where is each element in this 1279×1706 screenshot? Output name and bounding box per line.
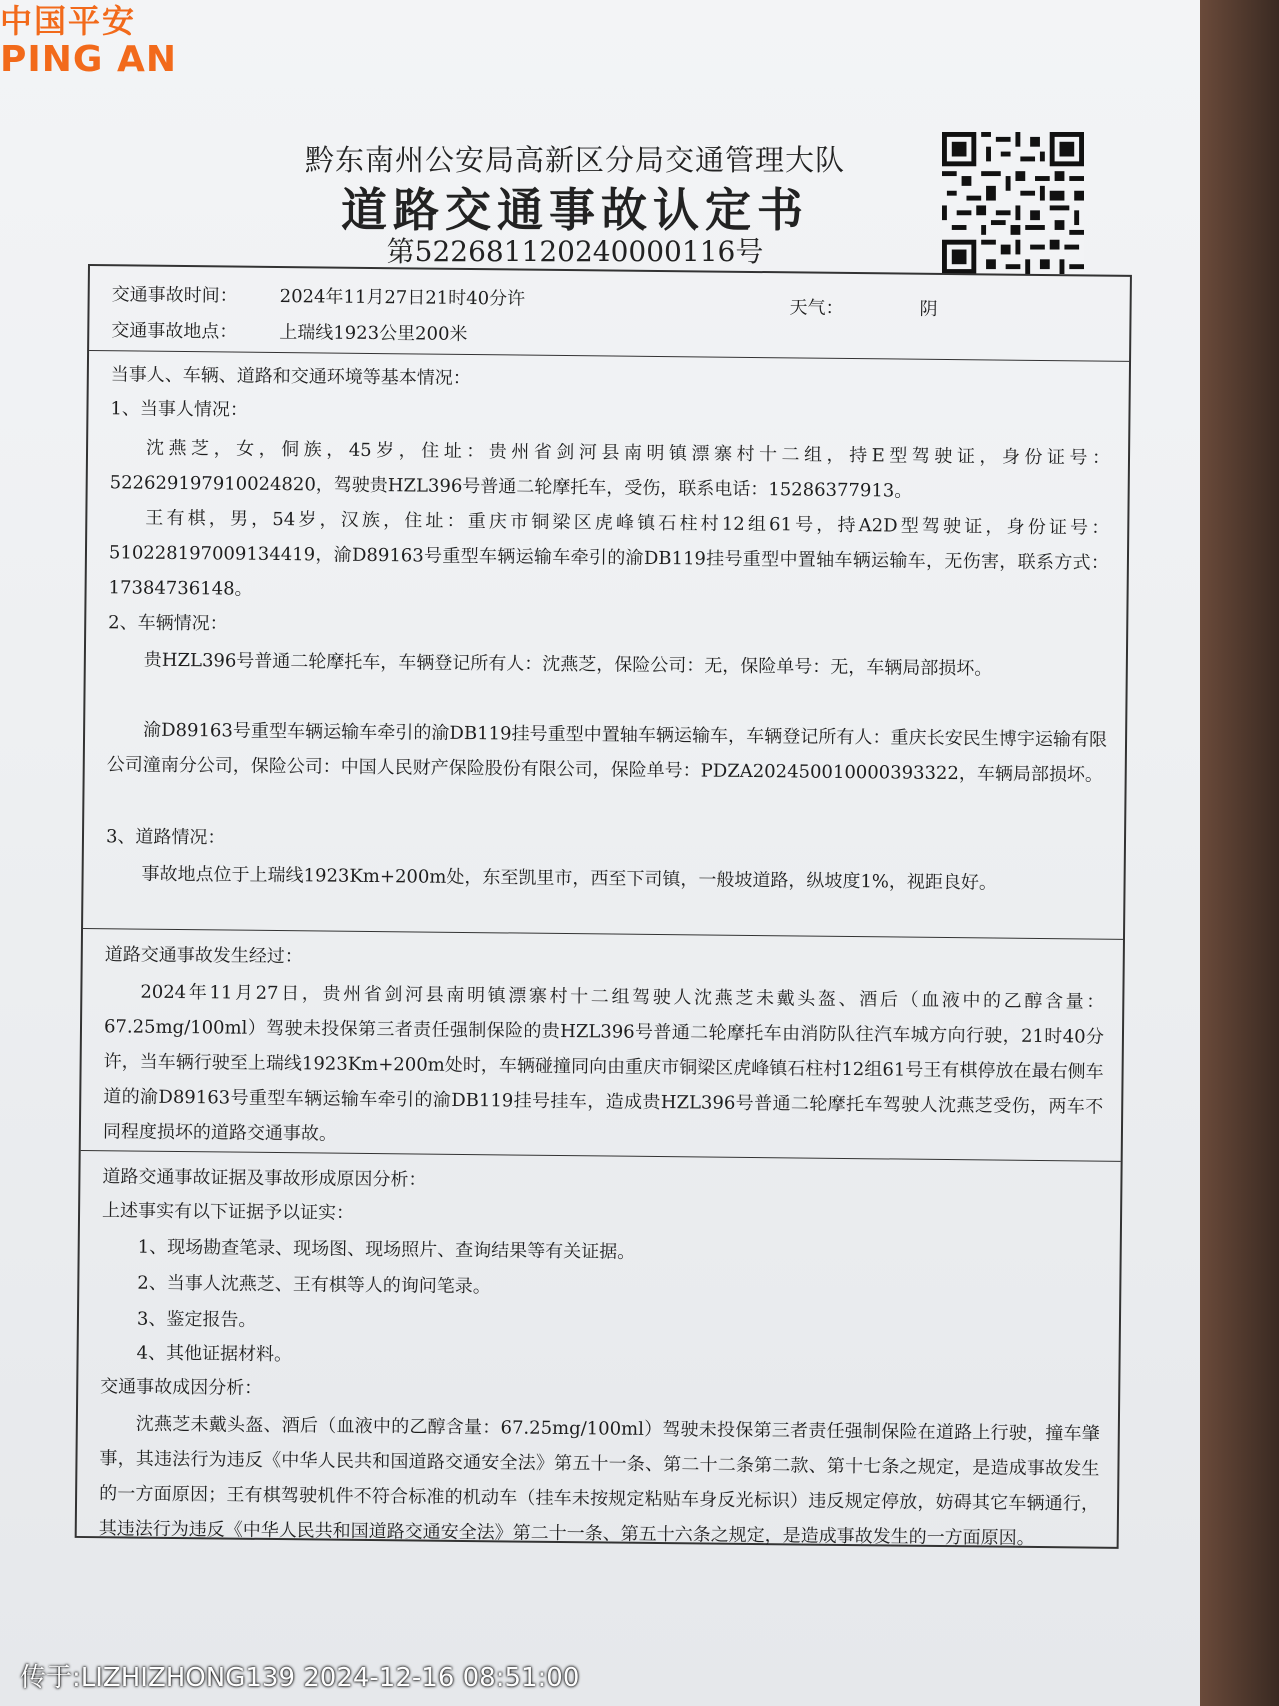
table-edge (1200, 0, 1279, 1706)
road-info: 事故地点位于上瑞线1923Km+200m处，东至凯里市，西至下司镇，一般坡道路，纵坡度1%，视距良好。 (141, 863, 998, 894)
cause-heading: 交通事故成因分析： (100, 1376, 263, 1399)
accident-report-form (75, 264, 1132, 1549)
evidence-item-4: 4、其他证据材料。 (136, 1342, 293, 1366)
divider-line (83, 928, 1123, 940)
road-heading: 3、道路情况： (105, 826, 226, 849)
evidence-item-2: 2、当事人沈燕芝、王有棋等人的询问笔录。 (137, 1272, 491, 1298)
accident-place-value: 上瑞线1923公里200米 (279, 322, 468, 345)
weather-value: 阴 (919, 298, 938, 320)
accident-time-label: 交通事故时间： (111, 284, 238, 307)
evidence-item-3: 3、鉴定报告。 (136, 1308, 257, 1331)
divider-line (89, 350, 1129, 362)
vehicle1-info: 贵HZL396号普通二轮摩托车，车辆登记所有人：沈燕芝，保险公司：无，保险单号：无，车辆局部损坏。 (143, 649, 993, 680)
cause-text: 沈燕芝未戴头盔、酒后（血液中的乙醇含量：67.25mg/100ml）驾驶未投保第三者责任强制保险在道路上行驶，撞车肇事，其违法行为违反《中华人民共和国道路交通安全法》第五十一条、第二十二条第二款、第十七条之规定，是造成事故发生的一方面原因；王有棋驾驶机件不符合标准的机动车（挂车未按规定粘贴车身反光标识）违反规定停放，妨碍其它车辆通行，其违法行为违反《中华人民共和国道路交通安全法》第二十一条、第五十六条之规定，是造成事故发生的一方面原因。 (98, 1413, 1100, 1549)
vehicles-heading: 2、车辆情况： (108, 612, 228, 635)
document-number: 第522681120240000116号 (386, 235, 764, 268)
transmission-watermark: 传于:LIZHIZHONG139 2024-12-16 08:51:00 (20, 1663, 580, 1693)
pingan-logo (0, 2, 177, 80)
logo-cn: 中国平安 (0, 2, 137, 40)
logo-en: PING AN (0, 39, 177, 80)
accident-time-value: 2024年11月27日21时40分许 (279, 286, 526, 310)
evidence-intro: 上述事实有以下证据予以证实： (101, 1200, 355, 1224)
basic-info-heading: 当事人、车辆、道路和交通环境等基本情况： (110, 364, 471, 390)
accident-place-label: 交通事故地点： (111, 320, 238, 343)
qr-code-icon (938, 132, 1088, 274)
evidence-heading: 道路交通事故证据及事故形成原因分析： (102, 1166, 427, 1191)
party1-info: 沈燕芝，女，侗族，45岁，住址：贵州省剑河县南明镇漂寨村十二组，持E型驾驶证，身份证号：522629197910024820，驾驶贵HZL396号普通二轮摩托车，受伤，联系电话：15286377913。 (109, 437, 1111, 502)
parties-heading: 1、当事人情况： (110, 398, 249, 421)
evidence-item-1: 1、现场勘查笔录、现场图、现场照片、查询结果等有关证据。 (137, 1236, 636, 1263)
process-text: 2024年11月27日，贵州省剑河县南明镇漂寨村十二组驾驶人沈燕芝未戴头盔、酒后（血液中的乙醇含量：67.25mg/100ml）驾驶未投保第三者责任强制保险的贵HZL396号普通二轮摩托车由消防队往汽车城方向行驶，21时40分许，当车辆行驶至上瑞线1923Km+200m处时，车辆碰撞同向由重庆市铜梁区虎峰镇石柱村12组61号王有棋停放在最右侧车道的渝D89163号重型车辆运输车牵引的渝DB119挂号挂车，造成贵HZL396号普通二轮摩托车驾驶人沈燕芝受伤，两车不同程度损坏的道路交通事故。 (102, 981, 1105, 1145)
document-title: 道路交通事故认定书 (341, 183, 809, 237)
party2-info: 王有棋，男，54岁，汉族，住址：重庆市铜梁区虎峰镇石柱村12组61号，持A2D型驾驶证，身份证号：510228197009134419，渝D89163号重型车辆运输车牵引的渝DB119挂号重型中置轴车辆运输车，无伤害，联系方式：17384736148。 (108, 507, 1110, 600)
weather-label: 天气： (789, 297, 844, 319)
process-heading: 道路交通事故发生经过： (104, 944, 303, 968)
issuing-organization: 黔东南州公安局高新区分局交通管理大队 (304, 143, 845, 177)
vehicle2-info: 渝D89163号重型车辆运输车牵引的渝DB119挂号重型中置轴车辆运输车，车辆登记所有人：重庆长安民生博宇运输有限公司潼南分公司，保险公司：中国人民财产保险股份有限公司，保险单号：PDZA202450010000393322，车辆局部损坏。 (106, 719, 1108, 786)
